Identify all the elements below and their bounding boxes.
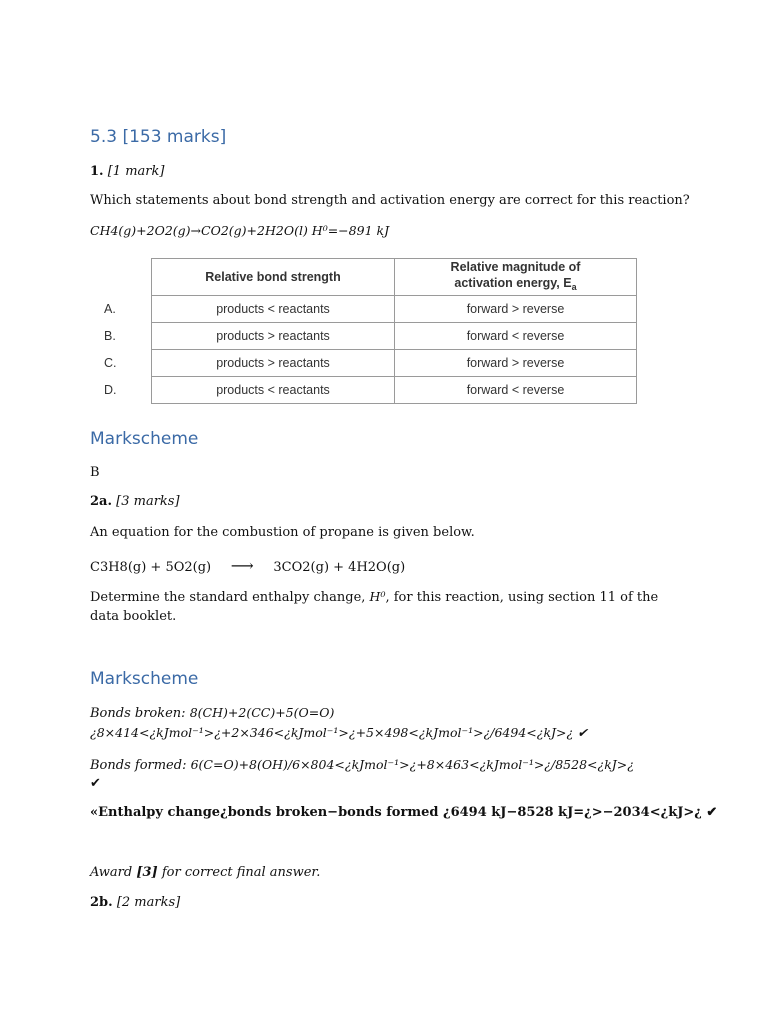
q1-answer: B	[90, 465, 100, 480]
section-heading: 5.3 [153 marks]	[90, 127, 227, 147]
q2a-equation	[90, 556, 405, 577]
option-label: A.	[104, 302, 116, 316]
q1-markscheme-heading: Markscheme	[90, 429, 199, 449]
bonds-formed-label: Bonds formed:	[90, 758, 187, 773]
header-activation-energy: Relative magnitude of activation energy, $E_a$	[395, 259, 637, 296]
q2a-number: 2a.	[90, 494, 112, 509]
q2a-determine: Determine the standard enthalpy change, H⁰, for this reaction, using section 11 of the data booklet.	[90, 589, 659, 624]
bonds-broken-expr: 8(CH)+2(CC)+5(O=O)	[189, 705, 335, 720]
q1-header	[90, 162, 164, 181]
q1-equation: CH4(g)+2O2(g)→CO2(g)+2H2O(l) H⁰=−891 kJ	[90, 223, 390, 238]
q1-marks: [1 mark]	[107, 164, 165, 179]
table-row	[90, 350, 637, 377]
option-activation: forward > reverse	[395, 296, 637, 323]
award-note: Award [3] for correct final answer.	[90, 865, 321, 880]
q2b-marks: [2 marks]	[116, 895, 181, 910]
option-label: D.	[104, 383, 117, 397]
q2b-number: 2b.	[90, 895, 113, 910]
table-row	[90, 296, 637, 323]
bonds-broken-label: Bonds broken:	[90, 706, 186, 721]
option-bond: products < reactants	[152, 377, 395, 404]
equation-reactants: C3H8(g) + 5O2(g)	[90, 560, 212, 575]
q1-question: Which statements about bond strength and activation energy are correct for this reaction?	[90, 193, 690, 208]
q2a-intro: An equation for the combustion of propane is given below.	[90, 525, 475, 540]
table-row	[90, 323, 637, 350]
option-bond: products > reactants	[152, 323, 395, 350]
option-label: B.	[104, 329, 116, 343]
table-header-row	[90, 259, 637, 296]
header-bond-strength: Relative bond strength	[152, 259, 395, 296]
bonds-formed-tick: ✔	[90, 776, 101, 791]
table-row	[90, 377, 637, 404]
bonds-broken-calc: ¿8×414<¿kJmol⁻¹>¿+2×346<¿kJmol⁻¹>¿+5×498<¿kJmol⁻¹>¿/6494<¿kJ>¿ ✔	[90, 725, 588, 740]
bonds-formed-line	[90, 755, 634, 775]
q2a-header	[90, 492, 180, 511]
bonds-broken-line	[90, 703, 334, 723]
option-label: C.	[104, 356, 117, 370]
equation-products: 3CO2(g) + 4H2O(g)	[273, 560, 406, 575]
enthalpy-change-line: «Enthalpy change¿bonds broken−bonds formed ¿6494 kJ−8528 kJ=¿>−2034<¿kJ>¿ ✔	[90, 805, 718, 820]
bonds-formed-calc: 6(C=O)+8(OH)/6×804<¿kJmol⁻¹>¿+8×463<¿kJmol⁻¹>¿/8528<¿kJ>¿	[190, 757, 634, 772]
option-bond: products > reactants	[152, 350, 395, 377]
q1-options-table	[90, 258, 637, 404]
option-activation: forward > reverse	[395, 350, 637, 377]
q2a-markscheme-heading: Markscheme	[90, 669, 199, 689]
reaction-arrow-icon: ⟶	[230, 556, 254, 575]
q2a-marks: [3 marks]	[116, 494, 180, 509]
option-activation: forward < reverse	[395, 377, 637, 404]
option-bond: products < reactants	[152, 296, 395, 323]
option-activation: forward < reverse	[395, 323, 637, 350]
q1-number: 1.	[90, 164, 104, 179]
q2b-header	[90, 893, 180, 912]
